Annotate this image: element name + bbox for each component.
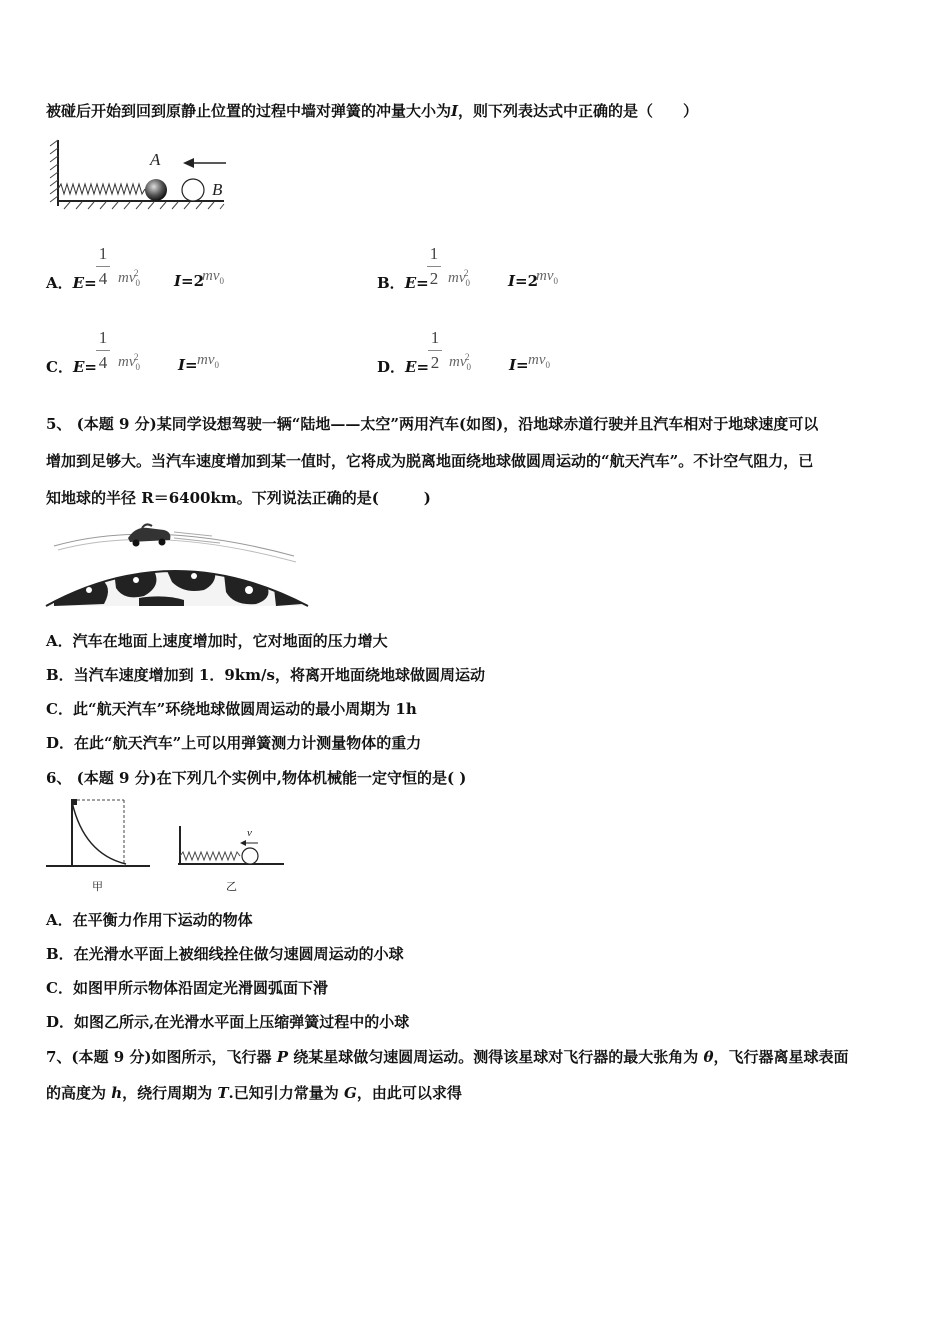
impulse-b: I=2: [508, 272, 539, 290]
fraction-d: $\frac{1}{2}$: [428, 328, 442, 373]
wall-hatch: [50, 140, 58, 202]
q5-line-3: 知地球的半径 R＝6400km。下列说法正确的是( ): [46, 489, 431, 507]
q5-option-b: B．当汽车速度增加到 1．9km/s，将离开地面绕地球做圆周运动: [46, 666, 485, 684]
label-b: B: [212, 180, 223, 199]
ball-b: [182, 179, 204, 201]
arc-surface: [72, 802, 126, 864]
car-icon: [128, 524, 170, 546]
mv-squared-a: $mv_0^2$: [118, 268, 140, 288]
mv-a: $mv_0$: [202, 268, 224, 286]
q6-option-d: D．如图乙所示,在光滑水平面上压缩弹簧过程中的小球: [46, 1013, 410, 1031]
fraction-b: $\frac{1}{2}$: [427, 244, 441, 289]
option-b: B．E=: [377, 274, 429, 292]
ball-right: [242, 848, 258, 864]
block-icon: [71, 799, 77, 805]
label-v: v: [247, 827, 252, 839]
option-d: D．E=: [377, 358, 430, 376]
fraction-a: $\frac{1}{4}$: [96, 244, 110, 289]
label-jia: 甲: [92, 880, 103, 893]
mv-b: $mv_0$: [536, 268, 558, 286]
impulse-d: I=: [509, 356, 529, 374]
impulse-c: I=: [178, 356, 198, 374]
spring-icon-right: [180, 852, 240, 860]
spring-icon: [58, 184, 145, 194]
q7-line-1: 7、(本题 9 分)如图所示，飞行器 P 绕某星球做匀速圆周运动。测得该星球对飞行器的最大张角为 θ，飞行器离星球表面: [46, 1048, 849, 1066]
earth-car-figure: [44, 516, 310, 608]
arrow-left-icon: [183, 158, 194, 168]
arrow-v-icon: [240, 840, 246, 846]
q5-line-2: 增加到足够大。当汽车速度增加到某一值时，它将成为脱离地面绕地球做圆周运动的“航天汽车”。不计空气阻力，已: [46, 452, 814, 470]
q6-option-c: C．如图甲所示物体沿固定光滑圆弧面下滑: [46, 979, 328, 997]
q7-line-2: 的高度为 h，绕行周期为 T.已知引力常量为 G，由此可以求得: [46, 1084, 462, 1102]
q6-figures: [44, 796, 290, 896]
intro-var: I: [451, 102, 459, 120]
q6-line-1: 6、 (本题 9 分)在下列几个实例中,物体机械能一定守恒的是( ): [46, 769, 467, 787]
mv-squared-b: $mv_0^2$: [448, 268, 470, 288]
spring-collision-figure: [46, 138, 236, 218]
intro-line: [46, 101, 698, 121]
intro-text: 被碰后开始到回到原静止位置的过程中墙对弹簧的冲量大小为: [46, 102, 452, 120]
mv-c: $mv_0$: [197, 352, 219, 370]
q5-line-1: 5、 (本题 9 分)某同学设想驾驶一辆“陆地——太空”两用汽车(如图)，沿地球赤道行驶并且汽车相对于地球速度可以: [46, 415, 819, 433]
ball-a: [145, 179, 167, 201]
fraction-c: $\frac{1}{4}$: [96, 328, 110, 373]
mv-squared-c: $mv_0^2$: [118, 352, 140, 372]
impulse-a: I=2: [174, 272, 205, 290]
q6-option-b: B．在光滑水平面上被细线拴住做匀速圆周运动的小球: [46, 945, 404, 963]
q5-option-d: D．在此“航天汽车”上可以用弹簧测力计测量物体的重力: [46, 734, 422, 752]
floor-hatch: [64, 202, 224, 209]
intro-text-after: ，则下列表达式中正确的是（ ）: [458, 102, 699, 120]
option-a: A．E=: [46, 274, 97, 292]
q5-option-c: C．此“航天汽车”环绕地球做圆周运动的最小周期为 1h: [46, 700, 417, 718]
mv-d: $mv_0$: [528, 352, 550, 370]
label-a: A: [150, 150, 161, 169]
q5-option-a: A．汽车在地面上速度增加时，它对地面的压力增大: [46, 632, 388, 650]
q6-option-a: A．在平衡力作用下运动的物体: [46, 911, 253, 929]
label-yi: 乙: [226, 880, 237, 893]
option-c: C．E=: [46, 358, 97, 376]
mv-squared-d: $mv_0^2$: [449, 352, 471, 372]
